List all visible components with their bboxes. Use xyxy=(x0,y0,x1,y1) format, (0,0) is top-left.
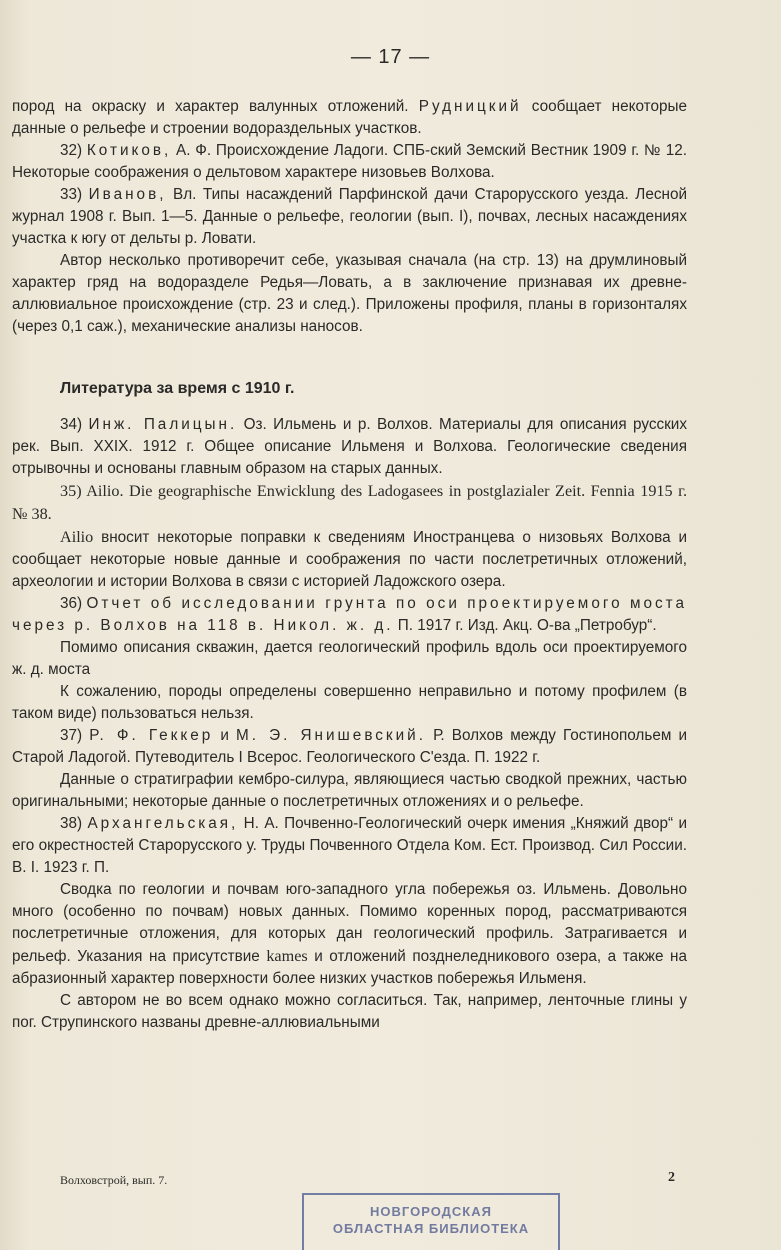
text-run: Сводка по геологии и почвам юго-западного угла побережья оз. Ильмень. Довольно много (особенно по почвам) новых данных. Помимо коренных пород, рассматриваются послетретичные отложения, для которых дан геологический профиль. Затрагивается и рельеф. Указания на присутствие xyxy=(12,881,687,965)
paragraph xyxy=(12,769,687,813)
text-run: Иванов, xyxy=(88,186,167,203)
text-run: Рудницкий xyxy=(418,98,522,115)
text-run: 37) xyxy=(60,727,90,744)
text-run: М. Э. Янишевский. xyxy=(236,727,426,744)
paragraph xyxy=(12,96,687,140)
text-run: Н. А. Почвенно-Геологический очерк имения „Княжий двор“ и его окрестностей Старорусского у. Труды Почвенного Отдела Ком. Ест. Производ. Сил России. В. I. 1923 г. П. xyxy=(12,815,688,876)
paragraph xyxy=(12,414,687,480)
paragraph xyxy=(12,725,687,769)
text-run: Архангельская, xyxy=(87,815,239,832)
paragraph xyxy=(12,480,687,526)
text-run: Котиков, xyxy=(86,142,172,159)
text-run: 32) xyxy=(60,142,87,159)
text-run: kames xyxy=(266,947,308,965)
text-run: Отчет об исследовании грунта по оси проектируемого моста через р. Волхов на 118 в. Никол. ж. д. xyxy=(12,595,687,634)
text-run: 33) xyxy=(60,186,89,203)
library-stamp xyxy=(302,1193,560,1250)
footer-sheet-number: 2 xyxy=(668,1170,675,1185)
text-run: Данные о стратиграфии кембро-силура, являющиеся частью сводкой прежних, частью оригинальными; некоторые данные о послетретичных отложениях и о рельефе. xyxy=(12,771,687,810)
text-run: вносит некоторые поправки к сведениям Иностранцева о низовьях Волхова и сообщает некоторые новые данные и соображения по части послетретичных отложений, археологии и истории Волхова в связи с историей Ладожского озера. xyxy=(12,529,687,590)
text-run: Вл. Типы насаждений Парфинской дачи Старорусского уезда. Лесной журнал 1908 г. Вып. 1—5. Данные о рельефе, геологии (вып. I), почвах, лесных насаждениях участка к югу от дельты р. Ловати. xyxy=(12,186,688,247)
text-run: А. Ф. Происхождение Ладоги. СПБ-ский Земский Вестник 1909 г. № 12. Некоторые соображения о дельтовом характере низовьев Волхова. xyxy=(12,142,687,181)
paragraph xyxy=(12,184,687,250)
text-run: П. 1917 г. Изд. Акц. О-ва „Петробур“. xyxy=(393,617,657,634)
text-run: Инж. Палицын. xyxy=(88,416,238,433)
paragraph xyxy=(12,593,687,637)
text-run: Р. Волхов между Гостинопольем и Старой Ладогой. Путеводитель I Всерос. Геологического С'езда. П. 1922 г. xyxy=(12,727,687,766)
text-run: К сожалению, породы определены совершенно неправильно и потому профилем (в таком виде) пользоваться нельзя. xyxy=(12,683,687,722)
text-run: Литература за время с 1910 г. xyxy=(60,380,295,397)
paragraph xyxy=(12,250,687,338)
text-run: Ailio xyxy=(60,528,94,546)
paragraph xyxy=(12,813,687,879)
text-run: и xyxy=(213,727,237,744)
text-run: 35) Ailio. Die geographische Enwicklung des Ladogasees in postglazialer Zeit. Fennia 1915 г. № 38. xyxy=(12,482,687,523)
text-run: Помимо описания скважин, дается геологический профиль вдоль оси проектируемого ж. д. моста xyxy=(12,639,687,678)
section-heading xyxy=(60,378,687,400)
text-run: 38) xyxy=(60,815,88,832)
paragraph xyxy=(12,990,687,1034)
paragraph xyxy=(12,637,687,681)
stamp-line-2: ОБЛАСТНАЯ БИБЛИОТЕКА xyxy=(332,1221,530,1236)
text-run: 34) xyxy=(60,416,89,433)
footer-publication: Волховстрой, вып. 7. xyxy=(60,1173,168,1187)
body-text xyxy=(12,96,687,1034)
page-number: — 17 — xyxy=(350,46,431,68)
text-run: 36) xyxy=(60,595,87,612)
paragraph xyxy=(12,140,687,184)
text-run: и отложений позднеледникового озера, а также на абразионный характер поверхности более низких участков побережья Ильменя. xyxy=(12,948,687,987)
stamp-line-1: НОВГОРОДСКАЯ xyxy=(370,1204,492,1219)
paragraph xyxy=(12,526,687,593)
text-run: С автором не во всем однако можно согласиться. Так, например, ленточные глины у пог. Струпинского названы древне-аллювиальными xyxy=(12,992,687,1031)
text-run: Р. Ф. Геккер xyxy=(89,727,214,744)
text-run: Оз. Ильмень и р. Волхов. Материалы для описания русских рек. Вып. XXIX. 1912 г. Общее описание Ильменя и Волхова. Геологические сведения отрывочны и основаны главным образом на старых данных. xyxy=(12,416,687,477)
paragraph xyxy=(12,879,687,990)
text-run: сообщает некоторые данные о рельефе и строении водораздельных участков. xyxy=(12,98,687,137)
text-run: пород на окраску и характер валунных отложений. xyxy=(12,98,419,115)
paragraph xyxy=(12,681,687,725)
text-run: Автор несколько противоречит себе, указывая сначала (на стр. 13) на друмлиновый характер гряд на водоразделе Редья—Ловать, а в заключение признавая их древне-аллювиальное происхождение (стр. 23 и след.). Приложены профиля, планы в горизонталях (через 0,1 саж.), механические анализы наносов. xyxy=(12,252,687,335)
